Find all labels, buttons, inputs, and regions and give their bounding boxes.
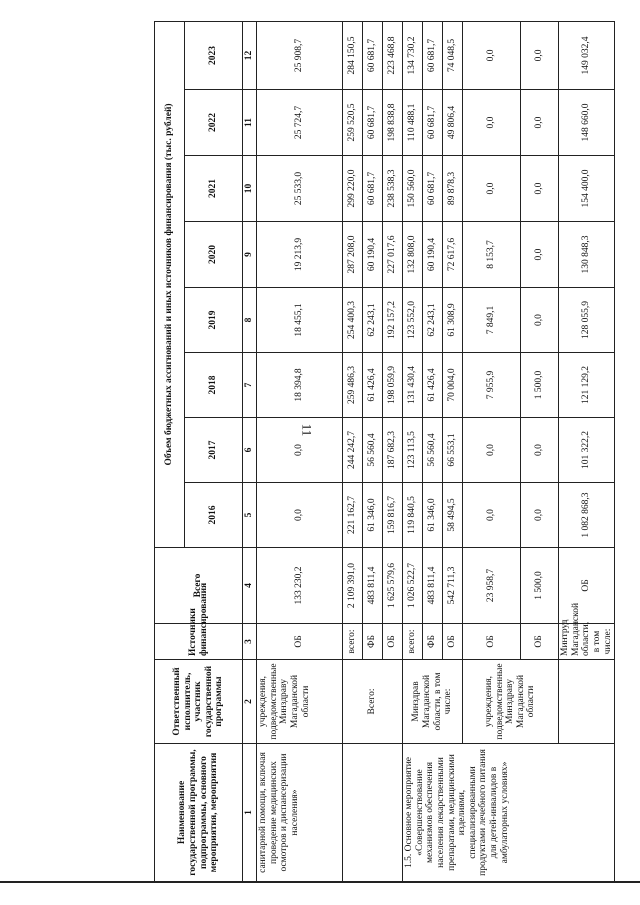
value-cell: 0,0 bbox=[463, 418, 521, 483]
col-number: 12 bbox=[243, 21, 257, 89]
value-cell: 49 806,4 bbox=[443, 90, 463, 156]
table-row bbox=[257, 21, 343, 881]
value-cell: 148 660,0 bbox=[559, 90, 615, 156]
value-cell: 123 552,0 bbox=[403, 288, 423, 353]
value-cell: 132 808,0 bbox=[403, 222, 423, 288]
value-cell: 130 848,3 bbox=[559, 222, 615, 288]
value-cell: 0,0 bbox=[463, 21, 521, 89]
executor-cell: Всего: bbox=[343, 660, 403, 744]
total-cell: 542 711,3 bbox=[443, 548, 463, 624]
value-cell: 66 553,1 bbox=[443, 418, 463, 483]
value-cell: 121 129,2 bbox=[559, 353, 615, 418]
value-cell: 284 150,5 bbox=[343, 21, 363, 89]
value-cell: 60 681,7 bbox=[423, 90, 443, 156]
col-number: 5 bbox=[243, 483, 257, 548]
value-cell: 131 430,4 bbox=[403, 353, 423, 418]
value-cell: 149 032,4 bbox=[559, 21, 615, 89]
value-cell: 18 394,8 bbox=[257, 353, 343, 418]
value-cell: 192 157,2 bbox=[383, 288, 403, 353]
value-cell: 259 520,5 bbox=[343, 90, 363, 156]
header-row-numbers bbox=[243, 21, 257, 881]
value-cell: 60 681,7 bbox=[363, 21, 383, 89]
rotated-table-container bbox=[154, 22, 614, 882]
header-year: 2016 bbox=[185, 483, 243, 548]
total-cell: 483 811,4 bbox=[423, 548, 443, 624]
header-year: 2021 bbox=[185, 156, 243, 222]
value-cell: 0,0 bbox=[521, 288, 559, 353]
col-number: 6 bbox=[243, 418, 257, 483]
value-cell: 198 838,8 bbox=[383, 90, 403, 156]
value-cell: 72 617,6 bbox=[443, 222, 463, 288]
value-cell: 7 955,9 bbox=[463, 353, 521, 418]
value-cell: 61 346,0 bbox=[363, 483, 383, 548]
col-number: 11 bbox=[243, 90, 257, 156]
value-cell: 223 468,8 bbox=[383, 21, 403, 89]
value-cell: 60 681,7 bbox=[363, 156, 383, 222]
value-cell: 0,0 bbox=[521, 222, 559, 288]
value-cell: 259 486,3 bbox=[343, 353, 363, 418]
source-cell: ФБ bbox=[363, 624, 383, 660]
header-funding-group: Объем бюджетных ассигнований и иных источников финансирования (тыс. рублей) bbox=[155, 21, 185, 547]
value-cell: 62 243,1 bbox=[363, 288, 383, 353]
value-cell: 101 322,2 bbox=[559, 418, 615, 483]
col-number: 4 bbox=[243, 548, 257, 624]
value-cell: 70 004,0 bbox=[443, 353, 463, 418]
value-cell: 61 426,4 bbox=[423, 353, 443, 418]
value-cell: 0,0 bbox=[463, 156, 521, 222]
page-bottom-rule bbox=[0, 881, 640, 883]
header-total: Всего bbox=[155, 548, 243, 624]
value-cell: 89 878,3 bbox=[443, 156, 463, 222]
value-cell: 61 346,0 bbox=[423, 483, 443, 548]
value-cell: 0,0 bbox=[521, 418, 559, 483]
value-cell: 18 455,1 bbox=[257, 288, 343, 353]
value-cell: 56 560,4 bbox=[363, 418, 383, 483]
value-cell: 61 426,4 bbox=[363, 353, 383, 418]
total-cell: 483 811,4 bbox=[363, 548, 383, 624]
total-cell: 23 958,7 bbox=[463, 548, 521, 624]
value-cell: 0,0 bbox=[521, 90, 559, 156]
value-cell: 8 153,7 bbox=[463, 222, 521, 288]
value-cell: 128 055,9 bbox=[559, 288, 615, 353]
total-cell: 1 625 579,6 bbox=[383, 548, 403, 624]
header-source: Источники финансирования bbox=[155, 624, 243, 660]
executor-cell: Минтруд Магаданской области, в том числе: bbox=[559, 624, 615, 660]
value-cell: 238 538,3 bbox=[383, 156, 403, 222]
source-cell: ОБ bbox=[559, 548, 615, 624]
total-cell: 1 026 522,7 bbox=[403, 548, 423, 624]
program-name-cell bbox=[343, 744, 403, 882]
value-cell: 287 208,0 bbox=[343, 222, 363, 288]
value-cell: 0,0 bbox=[257, 418, 343, 483]
table-row bbox=[343, 21, 363, 881]
value-cell: 227 017,6 bbox=[383, 222, 403, 288]
source-cell: всего: bbox=[343, 624, 363, 660]
value-cell: 221 162,7 bbox=[343, 483, 363, 548]
value-cell: 19 213,9 bbox=[257, 222, 343, 288]
value-cell: 61 308,9 bbox=[443, 288, 463, 353]
page-number: 11 bbox=[299, 423, 315, 437]
source-cell: ОБ bbox=[463, 624, 521, 660]
value-cell: 244 242,7 bbox=[343, 418, 363, 483]
header-year: 2017 bbox=[185, 418, 243, 483]
value-cell: 0,0 bbox=[521, 156, 559, 222]
value-cell: 0,0 bbox=[463, 90, 521, 156]
col-number: 3 bbox=[243, 624, 257, 660]
value-cell: 254 400,3 bbox=[343, 288, 363, 353]
value-cell: 159 816,7 bbox=[383, 483, 403, 548]
source-cell: ОБ bbox=[521, 624, 559, 660]
value-cell: 0,0 bbox=[521, 21, 559, 89]
col-number: 1 bbox=[243, 744, 257, 882]
executor-cell: учреждения, подведомственные Минздраву Магаданской области bbox=[257, 660, 343, 744]
total-cell: 133 230,2 bbox=[257, 548, 343, 624]
value-cell: 1 500,0 bbox=[521, 353, 559, 418]
program-name-cell: санитарной помощи, включая проведение медицинских осмотров и диспансеризации населения» bbox=[257, 744, 343, 882]
col-number: 7 bbox=[243, 353, 257, 418]
col-number: 9 bbox=[243, 222, 257, 288]
value-cell: 0,0 bbox=[521, 483, 559, 548]
budget-table bbox=[154, 21, 615, 882]
value-cell: 134 730,2 bbox=[403, 21, 423, 89]
value-cell: 74 048,5 bbox=[443, 21, 463, 89]
value-cell: 150 560,0 bbox=[403, 156, 423, 222]
program-name-cell bbox=[559, 660, 615, 744]
total-cell: 2 109 391,0 bbox=[343, 548, 363, 624]
header-year: 2020 bbox=[185, 222, 243, 288]
program-name-cell: 1.5. Основное мероприятие «Совершенствование механизмов обеспечения населения лекарственными препаратами, медицинскими изделиями, специализированными продуктами лечебного питания для детей-инвалидов в амбулаторных условиях» bbox=[403, 744, 615, 882]
value-cell: 25 908,7 bbox=[257, 21, 343, 89]
total-cell: 1 082 868,3 bbox=[559, 483, 615, 548]
executor-cell: учреждения, подведомственные Минздраву Магаданской области bbox=[463, 660, 559, 744]
value-cell: 60 681,7 bbox=[363, 90, 383, 156]
executor-cell: Минздрав Магаданской области, в том числе: bbox=[403, 660, 463, 744]
source-cell: всего: bbox=[403, 624, 423, 660]
value-cell: 60 681,7 bbox=[423, 21, 443, 89]
header-row-1 bbox=[155, 21, 185, 881]
value-cell: 0,0 bbox=[257, 483, 343, 548]
value-cell: 60 190,4 bbox=[363, 222, 383, 288]
value-cell: 60 190,4 bbox=[423, 222, 443, 288]
value-cell: 25 724,7 bbox=[257, 90, 343, 156]
col-number: 10 bbox=[243, 156, 257, 222]
source-cell: ОБ bbox=[443, 624, 463, 660]
header-program-name: Наименование государственной программы, подпрограммы, основного мероприятия, мероприятия bbox=[155, 744, 243, 882]
value-cell: 110 488,1 bbox=[403, 90, 423, 156]
value-cell: 58 494,5 bbox=[443, 483, 463, 548]
total-cell: 1 500,0 bbox=[521, 548, 559, 624]
value-cell: 7 849,1 bbox=[463, 288, 521, 353]
col-number: 2 bbox=[243, 660, 257, 744]
header-executor: Ответственный исполнитель, участник государственной программы bbox=[155, 660, 243, 744]
source-cell: ОБ bbox=[257, 624, 343, 660]
header-year: 2023 bbox=[185, 21, 243, 89]
value-cell: 119 840,5 bbox=[403, 483, 423, 548]
value-cell: 299 220,0 bbox=[343, 156, 363, 222]
header-year: 2019 bbox=[185, 288, 243, 353]
value-cell: 154 400,0 bbox=[559, 156, 615, 222]
value-cell: 198 059,9 bbox=[383, 353, 403, 418]
value-cell: 187 682,3 bbox=[383, 418, 403, 483]
value-cell: 56 560,4 bbox=[423, 418, 443, 483]
header-year: 2018 bbox=[185, 353, 243, 418]
value-cell: 62 243,1 bbox=[423, 288, 443, 353]
value-cell: 0,0 bbox=[463, 483, 521, 548]
table-row bbox=[403, 21, 423, 881]
col-number: 8 bbox=[243, 288, 257, 353]
value-cell: 25 533,0 bbox=[257, 156, 343, 222]
header-year: 2022 bbox=[185, 90, 243, 156]
value-cell: 123 113,5 bbox=[403, 418, 423, 483]
value-cell: 60 681,7 bbox=[423, 156, 443, 222]
source-cell: ФБ bbox=[423, 624, 443, 660]
source-cell: ОБ bbox=[383, 624, 403, 660]
